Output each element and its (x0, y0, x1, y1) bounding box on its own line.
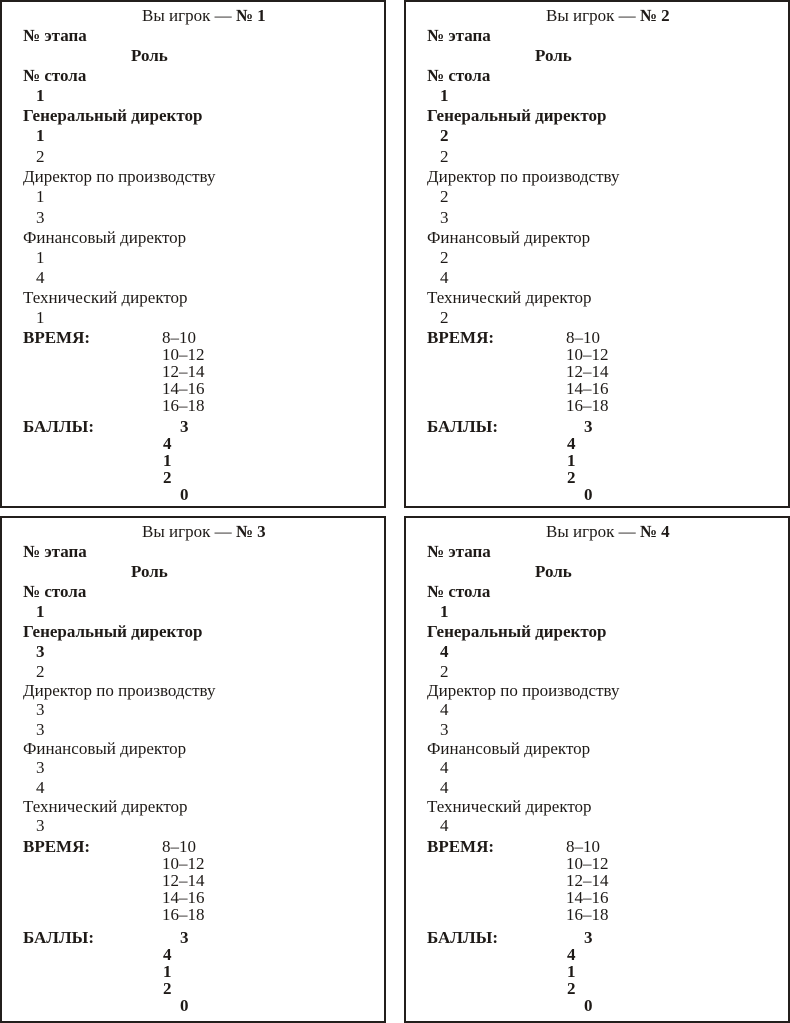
stage-value: 2 (36, 147, 45, 166)
role-technical-director: Технический директор (427, 797, 592, 816)
role-financial-director: Финансовый директор (23, 739, 187, 758)
points-value: 3 (584, 928, 593, 947)
time-slot: 16–18 (162, 905, 205, 924)
points-value: 4 (163, 945, 172, 964)
table-value: 3 (36, 758, 45, 777)
card-title-prefix: Вы игрок — (142, 6, 236, 25)
time-slot: 16–18 (162, 396, 205, 415)
card-title-prefix: Вы игрок — (142, 522, 236, 541)
role-financial-director: Финансовый директор (427, 228, 591, 247)
role-ceo: Генеральный директор (23, 106, 203, 125)
player-number: № 3 (235, 522, 266, 541)
role-ceo: Генеральный директор (23, 622, 203, 641)
stage-value: 4 (440, 778, 449, 797)
stage-value: 3 (36, 208, 45, 227)
card-title (546, 6, 670, 26)
role-header: Роль (535, 562, 572, 581)
points-value: 2 (567, 979, 576, 998)
stage-value: 3 (36, 720, 45, 739)
points-value: 3 (180, 928, 189, 947)
stage-value: 2 (36, 662, 45, 681)
role-production-director: Директор по производству (23, 681, 216, 700)
player-card-2 (404, 0, 790, 508)
time-slot: 8–10 (566, 328, 600, 347)
table-value: 4 (440, 642, 449, 661)
time-slot: 8–10 (162, 837, 196, 856)
stage-value: 4 (36, 268, 45, 287)
card-title (142, 6, 266, 26)
player-number: № 4 (639, 522, 670, 541)
time-label: ВРЕМЯ: (23, 837, 91, 856)
points-label: БАЛЛЫ: (427, 417, 498, 436)
role-financial-director: Финансовый директор (427, 739, 591, 758)
time-label: ВРЕМЯ: (427, 328, 495, 347)
role-technical-director: Технический директор (23, 797, 188, 816)
stage-value: 4 (36, 778, 45, 797)
time-slot: 10–12 (162, 854, 205, 873)
time-slot: 10–12 (566, 345, 609, 364)
role-header: Роль (131, 562, 168, 581)
points-value: 0 (584, 485, 593, 504)
stage-value: 1 (36, 86, 45, 105)
role-technical-director: Технический директор (23, 288, 188, 307)
table-value: 3 (36, 700, 45, 719)
points-value: 3 (180, 417, 189, 436)
points-value: 4 (567, 945, 576, 964)
time-slot: 10–12 (162, 345, 205, 364)
role-financial-director: Финансовый директор (23, 228, 187, 247)
stage-header: № этапа (23, 26, 87, 45)
points-value: 3 (584, 417, 593, 436)
player-card-4 (404, 516, 790, 1023)
player-number: № 1 (235, 6, 266, 25)
table-header: № стола (427, 582, 491, 601)
table-value: 1 (36, 187, 45, 206)
time-slot: 14–16 (162, 888, 205, 907)
role-ceo: Генеральный директор (427, 622, 607, 641)
points-label: БАЛЛЫ: (427, 928, 498, 947)
role-header: Роль (131, 46, 168, 65)
points-value: 0 (180, 996, 189, 1015)
points-value: 1 (567, 451, 576, 470)
time-slot: 16–18 (566, 905, 609, 924)
time-label: ВРЕМЯ: (23, 328, 91, 347)
time-slot: 14–16 (566, 888, 609, 907)
points-value: 0 (180, 485, 189, 504)
time-slot: 14–16 (566, 379, 609, 398)
points-value: 1 (163, 962, 172, 981)
table-header: № стола (23, 582, 87, 601)
table-header: № стола (23, 66, 87, 85)
table-value: 1 (36, 248, 45, 267)
points-value: 1 (567, 962, 576, 981)
time-slot: 14–16 (162, 379, 205, 398)
stage-header: № этапа (23, 542, 87, 561)
role-production-director: Директор по производству (23, 167, 216, 186)
table-value: 2 (440, 248, 449, 267)
time-slot: 12–14 (162, 871, 205, 890)
role-header: Роль (535, 46, 572, 65)
stage-value: 2 (440, 147, 449, 166)
table-value: 2 (440, 187, 449, 206)
player-card-1 (0, 0, 386, 508)
role-production-director: Директор по производству (427, 681, 620, 700)
points-value: 2 (567, 468, 576, 487)
table-value: 3 (36, 642, 45, 661)
table-value: 2 (440, 308, 449, 327)
stage-value: 3 (440, 720, 449, 739)
card-title (142, 522, 266, 542)
time-slot: 8–10 (566, 837, 600, 856)
time-slot: 16–18 (566, 396, 609, 415)
player-number: № 2 (639, 6, 670, 25)
points-label: БАЛЛЫ: (23, 417, 94, 436)
points-value: 1 (163, 451, 172, 470)
player-card-3 (0, 516, 386, 1023)
points-value: 4 (567, 434, 576, 453)
time-slot: 12–14 (566, 871, 609, 890)
points-value: 2 (163, 468, 172, 487)
table-header: № стола (427, 66, 491, 85)
time-slot: 12–14 (162, 362, 205, 381)
points-value: 2 (163, 979, 172, 998)
stage-value: 2 (440, 662, 449, 681)
time-slot: 10–12 (566, 854, 609, 873)
stage-header: № этапа (427, 26, 491, 45)
card-title-prefix: Вы игрок — (546, 522, 640, 541)
stage-value: 1 (440, 602, 449, 621)
time-label: ВРЕМЯ: (427, 837, 495, 856)
stage-value: 1 (36, 602, 45, 621)
table-value: 1 (36, 126, 45, 145)
points-value: 4 (163, 434, 172, 453)
points-value: 0 (584, 996, 593, 1015)
card-title-prefix: Вы игрок — (546, 6, 640, 25)
table-value: 3 (36, 816, 45, 835)
time-slot: 12–14 (566, 362, 609, 381)
time-slot: 8–10 (162, 328, 196, 347)
card-title (546, 522, 670, 542)
stage-value: 4 (440, 268, 449, 287)
table-value: 4 (440, 758, 449, 777)
role-ceo: Генеральный директор (427, 106, 607, 125)
role-technical-director: Технический директор (427, 288, 592, 307)
role-production-director: Директор по производству (427, 167, 620, 186)
points-label: БАЛЛЫ: (23, 928, 94, 947)
table-value: 1 (36, 308, 45, 327)
stage-header: № этапа (427, 542, 491, 561)
table-value: 4 (440, 700, 449, 719)
stage-value: 3 (440, 208, 449, 227)
stage-value: 1 (440, 86, 449, 105)
table-value: 2 (440, 126, 449, 145)
table-value: 4 (440, 816, 449, 835)
